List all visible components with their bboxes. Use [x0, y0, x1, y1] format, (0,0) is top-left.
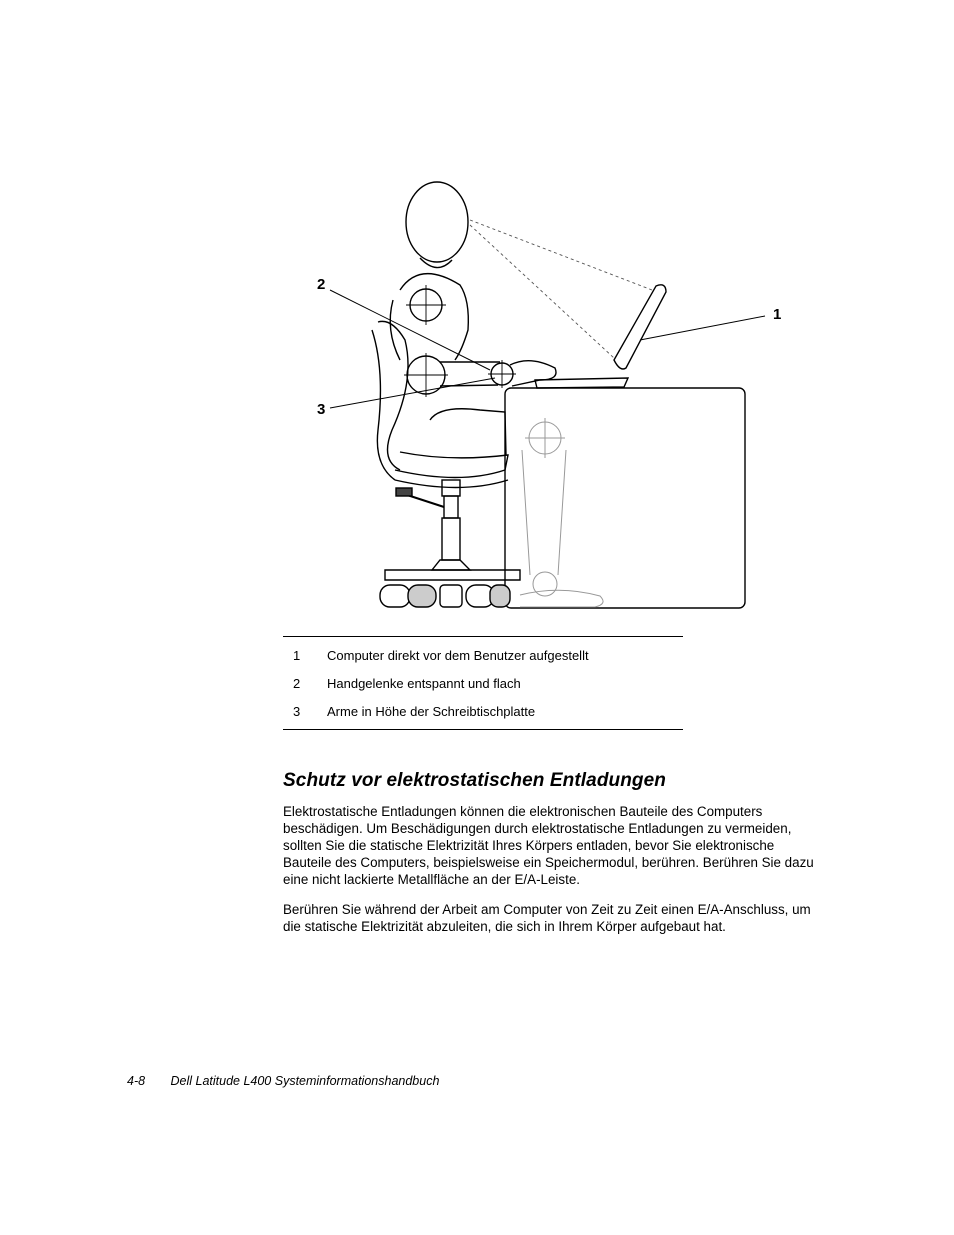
- laptop: [535, 285, 666, 388]
- section-heading: Schutz vor elektrostatischen Entladungen: [283, 770, 667, 791]
- page-footer: [127, 1074, 439, 1088]
- legend-number: 2: [293, 675, 301, 691]
- legend-text: Computer direkt vor dem Benutzer aufgestellt: [327, 647, 589, 663]
- ergonomic-posture-illustration: [300, 170, 800, 620]
- legend-text: Arme in Höhe der Schreibtischplatte: [327, 703, 536, 719]
- body-paragraph: Berühren Sie während der Arbeit am Computer von Zeit zu Zeit einen E/A-Anschluss, um die statische Elektrizität abzuleiten, die sich in Ihrem Körper aufgebaut hat.: [283, 902, 811, 934]
- hidden-leg: [520, 418, 603, 607]
- legend-row: [283, 697, 683, 725]
- legend-number: 1: [293, 647, 301, 663]
- sight-lines: [470, 220, 652, 358]
- body-paragraph: Elektrostatische Entladungen können die elektronischen Bauteile des Computers beschädigen. Um Beschädigungen durch elektrostatische Entladungen zu vermeiden, sollten Sie die statische Elektrizität Ihres Körpers entladen, bevor Sie elektronische Bauteile des Computers, beispielsweise ein Speichermodul, berühren. Berühren Sie dazu eine nicht lackierte Metallfläche an der E/A-Leiste.: [283, 804, 814, 887]
- desk: [505, 388, 745, 608]
- legend-row: [283, 641, 683, 669]
- legend-text: Handgelenke entspannt und flach: [327, 675, 521, 691]
- callout-label-1: 1: [773, 306, 782, 323]
- manual-title: Dell Latitude L400 Systeminformationshandbuch: [170, 1074, 440, 1088]
- head: [406, 182, 468, 268]
- figure-legend-table: [283, 636, 683, 730]
- callout-label-2: 2: [317, 276, 326, 293]
- legend-number: 3: [293, 703, 301, 719]
- callout-label-3: 3: [317, 401, 326, 418]
- torso: [390, 274, 468, 360]
- legend-row: [283, 669, 683, 697]
- page-number: 4-8: [127, 1074, 146, 1088]
